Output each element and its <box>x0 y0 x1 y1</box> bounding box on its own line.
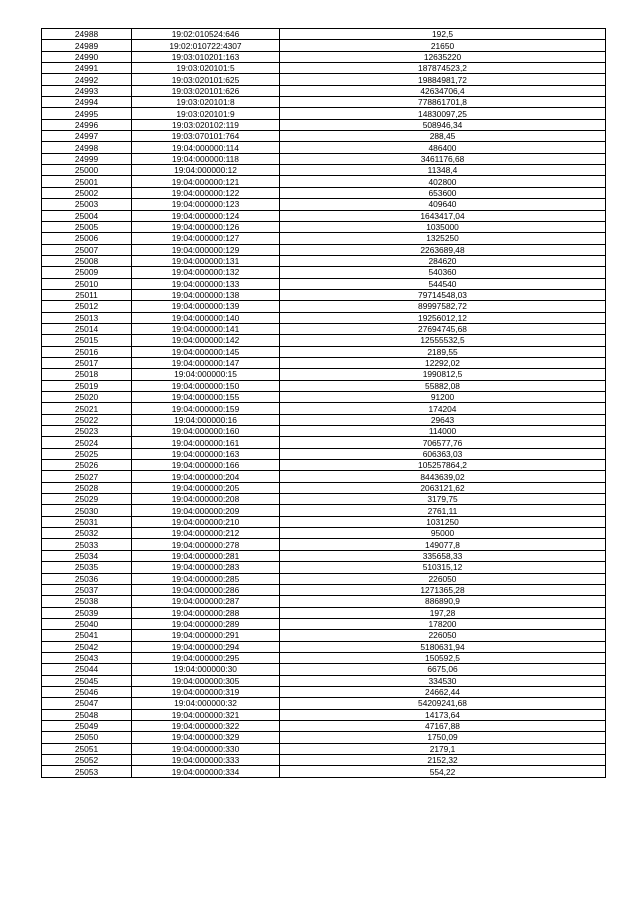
cadastral-number-cell: 19:04:000000:322 <box>132 720 280 731</box>
cadastral-number-cell: 19:04:000000:163 <box>132 448 280 459</box>
table-row <box>42 550 606 561</box>
row-number-cell: 25033 <box>42 539 132 550</box>
value-cell: 91200 <box>280 392 606 403</box>
value-cell: 2179,1 <box>280 743 606 754</box>
value-cell: 105257864,2 <box>280 460 606 471</box>
cadastral-number-cell: 19:04:000000:133 <box>132 278 280 289</box>
row-number-cell: 25025 <box>42 448 132 459</box>
value-cell: 24662,44 <box>280 686 606 697</box>
value-cell: 174204 <box>280 403 606 414</box>
row-number-cell: 25005 <box>42 221 132 232</box>
row-number-cell: 25030 <box>42 505 132 516</box>
table-row <box>42 675 606 686</box>
table-row <box>42 278 606 289</box>
row-number-cell: 25040 <box>42 618 132 629</box>
cadastral-number-cell: 19:04:000000:160 <box>132 426 280 437</box>
row-number-cell: 25013 <box>42 312 132 323</box>
cadastral-number-cell: 19:04:000000:122 <box>132 187 280 198</box>
row-number-cell: 25032 <box>42 528 132 539</box>
table-row <box>42 323 606 334</box>
row-number-cell: 25017 <box>42 357 132 368</box>
value-cell: 14830097,25 <box>280 108 606 119</box>
cadastral-number-cell: 19:03:020101:8 <box>132 97 280 108</box>
row-number-cell: 25020 <box>42 392 132 403</box>
value-cell: 11348,4 <box>280 165 606 176</box>
table-row <box>42 709 606 720</box>
table-row <box>42 471 606 482</box>
cadastral-number-cell: 19:04:000000:32 <box>132 698 280 709</box>
value-cell: 1750,09 <box>280 732 606 743</box>
row-number-cell: 25023 <box>42 426 132 437</box>
value-cell: 95000 <box>280 528 606 539</box>
row-number-cell: 24989 <box>42 40 132 51</box>
value-cell: 14173,64 <box>280 709 606 720</box>
row-number-cell: 25045 <box>42 675 132 686</box>
value-cell: 606363,03 <box>280 448 606 459</box>
table-row <box>42 335 606 346</box>
value-cell: 409640 <box>280 199 606 210</box>
row-number-cell: 24997 <box>42 131 132 142</box>
row-number-cell: 24999 <box>42 153 132 164</box>
value-cell: 653600 <box>280 187 606 198</box>
value-cell: 335658,33 <box>280 550 606 561</box>
cadastral-number-cell: 19:03:070101:764 <box>132 131 280 142</box>
row-number-cell: 25038 <box>42 596 132 607</box>
row-number-cell: 25035 <box>42 562 132 573</box>
value-cell: 12555532,5 <box>280 335 606 346</box>
cadastral-number-cell: 19:04:000000:334 <box>132 766 280 777</box>
row-number-cell: 25031 <box>42 516 132 527</box>
cadastral-number-cell: 19:03:020101:5 <box>132 63 280 74</box>
table-row <box>42 301 606 312</box>
row-number-cell: 25039 <box>42 607 132 618</box>
row-number-cell: 25002 <box>42 187 132 198</box>
value-cell: 150592,5 <box>280 652 606 663</box>
value-cell: 187874523,2 <box>280 63 606 74</box>
row-number-cell: 25016 <box>42 346 132 357</box>
cadastral-number-cell: 19:04:000000:123 <box>132 199 280 210</box>
cadastral-number-cell: 19:04:000000:208 <box>132 494 280 505</box>
table-row <box>42 448 606 459</box>
table-body <box>42 29 606 778</box>
table-row <box>42 85 606 96</box>
row-number-cell: 25053 <box>42 766 132 777</box>
table-row <box>42 618 606 629</box>
table-row <box>42 369 606 380</box>
value-cell: 12292,02 <box>280 357 606 368</box>
value-cell: 226050 <box>280 573 606 584</box>
value-cell: 19256012,12 <box>280 312 606 323</box>
table-row <box>42 516 606 527</box>
row-number-cell: 25000 <box>42 165 132 176</box>
value-cell: 2761,11 <box>280 505 606 516</box>
cadastral-number-cell: 19:04:000000:205 <box>132 482 280 493</box>
cadastral-number-cell: 19:04:000000:166 <box>132 460 280 471</box>
cadastral-number-cell: 19:04:000000:150 <box>132 380 280 391</box>
row-number-cell: 25014 <box>42 323 132 334</box>
cadastral-number-cell: 19:04:000000:15 <box>132 369 280 380</box>
cadastral-number-cell: 19:04:000000:159 <box>132 403 280 414</box>
row-number-cell: 24991 <box>42 63 132 74</box>
cadastral-number-cell: 19:04:000000:305 <box>132 675 280 686</box>
row-number-cell: 24998 <box>42 142 132 153</box>
table-row <box>42 686 606 697</box>
value-cell: 149077,8 <box>280 539 606 550</box>
value-cell: 706577,76 <box>280 437 606 448</box>
table-row <box>42 74 606 85</box>
table-row <box>42 460 606 471</box>
cadastral-number-cell: 19:04:000000:12 <box>132 165 280 176</box>
cadastral-number-cell: 19:04:000000:278 <box>132 539 280 550</box>
row-number-cell: 24994 <box>42 97 132 108</box>
table-row <box>42 165 606 176</box>
value-cell: 1990812,5 <box>280 369 606 380</box>
table-row <box>42 652 606 663</box>
table-row <box>42 29 606 40</box>
value-cell: 178200 <box>280 618 606 629</box>
table-row <box>42 743 606 754</box>
table-row <box>42 40 606 51</box>
table-row <box>42 176 606 187</box>
cadastral-number-cell: 19:02:010722:4307 <box>132 40 280 51</box>
value-cell: 47167,88 <box>280 720 606 731</box>
table-row <box>42 607 606 618</box>
cadastral-number-cell: 19:04:000000:330 <box>132 743 280 754</box>
row-number-cell: 25051 <box>42 743 132 754</box>
value-cell: 79714548,03 <box>280 289 606 300</box>
table-row <box>42 641 606 652</box>
row-number-cell: 25036 <box>42 573 132 584</box>
value-cell: 402800 <box>280 176 606 187</box>
table-row <box>42 562 606 573</box>
cadastral-number-cell: 19:04:000000:131 <box>132 255 280 266</box>
cadastral-number-cell: 19:04:000000:289 <box>132 618 280 629</box>
cadastral-number-cell: 19:04:000000:126 <box>132 221 280 232</box>
value-cell: 27694745,68 <box>280 323 606 334</box>
row-number-cell: 24993 <box>42 85 132 96</box>
table-row <box>42 233 606 244</box>
row-number-cell: 25050 <box>42 732 132 743</box>
row-number-cell: 24990 <box>42 51 132 62</box>
row-number-cell: 25037 <box>42 584 132 595</box>
value-cell: 1035000 <box>280 221 606 232</box>
table-row <box>42 312 606 323</box>
table-row <box>42 131 606 142</box>
cadastral-number-cell: 19:04:000000:329 <box>132 732 280 743</box>
table-row <box>42 97 606 108</box>
table-row <box>42 414 606 425</box>
cadastral-number-cell: 19:04:000000:294 <box>132 641 280 652</box>
value-cell: 284620 <box>280 255 606 266</box>
table-row <box>42 698 606 709</box>
row-number-cell: 25007 <box>42 244 132 255</box>
value-cell: 29643 <box>280 414 606 425</box>
table-row <box>42 539 606 550</box>
table-row <box>42 426 606 437</box>
value-cell: 544540 <box>280 278 606 289</box>
value-cell: 554,22 <box>280 766 606 777</box>
value-cell: 3179,75 <box>280 494 606 505</box>
row-number-cell: 25008 <box>42 255 132 266</box>
table-row <box>42 244 606 255</box>
value-cell: 54209241,68 <box>280 698 606 709</box>
row-number-cell: 25043 <box>42 652 132 663</box>
cadastral-number-cell: 19:04:000000:140 <box>132 312 280 323</box>
value-cell: 8443639,02 <box>280 471 606 482</box>
value-cell: 2189,55 <box>280 346 606 357</box>
table-row <box>42 380 606 391</box>
row-number-cell: 25052 <box>42 755 132 766</box>
cadastral-number-cell: 19:04:000000:121 <box>132 176 280 187</box>
cadastral-number-cell: 19:04:000000:319 <box>132 686 280 697</box>
cadastral-number-cell: 19:04:000000:281 <box>132 550 280 561</box>
table-row <box>42 289 606 300</box>
row-number-cell: 25006 <box>42 233 132 244</box>
row-number-cell: 25049 <box>42 720 132 731</box>
cadastral-number-cell: 19:04:000000:145 <box>132 346 280 357</box>
table-row <box>42 720 606 731</box>
row-number-cell: 25029 <box>42 494 132 505</box>
table-row <box>42 255 606 266</box>
table-row <box>42 153 606 164</box>
row-number-cell: 25011 <box>42 289 132 300</box>
cadastral-number-cell: 19:02:010524:646 <box>132 29 280 40</box>
table-row <box>42 221 606 232</box>
table-row <box>42 210 606 221</box>
value-cell: 2152,32 <box>280 755 606 766</box>
cadastral-number-cell: 19:04:000000:147 <box>132 357 280 368</box>
cadastral-number-cell: 19:04:000000:285 <box>132 573 280 584</box>
value-cell: 886890,9 <box>280 596 606 607</box>
row-number-cell: 25012 <box>42 301 132 312</box>
row-number-cell: 25042 <box>42 641 132 652</box>
cadastral-number-cell: 19:04:000000:283 <box>132 562 280 573</box>
row-number-cell: 25028 <box>42 482 132 493</box>
cadastral-number-cell: 19:04:000000:295 <box>132 652 280 663</box>
value-cell: 197,28 <box>280 607 606 618</box>
value-cell: 1643417,04 <box>280 210 606 221</box>
value-cell: 3461176,68 <box>280 153 606 164</box>
cadastral-number-cell: 19:04:000000:16 <box>132 414 280 425</box>
table-row <box>42 199 606 210</box>
cadastral-number-cell: 19:04:000000:139 <box>132 301 280 312</box>
value-cell: 334530 <box>280 675 606 686</box>
value-cell: 778861701,8 <box>280 97 606 108</box>
table-row <box>42 142 606 153</box>
cadastral-number-cell: 19:04:000000:287 <box>132 596 280 607</box>
value-cell: 510315,12 <box>280 562 606 573</box>
value-cell: 2063121,62 <box>280 482 606 493</box>
table-row <box>42 357 606 368</box>
table-row <box>42 119 606 130</box>
value-cell: 2263689,48 <box>280 244 606 255</box>
row-number-cell: 25041 <box>42 630 132 641</box>
row-number-cell: 25009 <box>42 267 132 278</box>
value-cell: 192,5 <box>280 29 606 40</box>
table-row <box>42 596 606 607</box>
row-number-cell: 25034 <box>42 550 132 561</box>
row-number-cell: 25010 <box>42 278 132 289</box>
row-number-cell: 25021 <box>42 403 132 414</box>
table-row <box>42 482 606 493</box>
table-row <box>42 187 606 198</box>
cadastral-number-cell: 19:04:000000:124 <box>132 210 280 221</box>
value-cell: 114000 <box>280 426 606 437</box>
cadastral-number-cell: 19:04:000000:142 <box>132 335 280 346</box>
value-cell: 5180631,94 <box>280 641 606 652</box>
value-cell: 12635220 <box>280 51 606 62</box>
table-row <box>42 494 606 505</box>
row-number-cell: 25027 <box>42 471 132 482</box>
value-cell: 42634706,4 <box>280 85 606 96</box>
value-cell: 1271365,28 <box>280 584 606 595</box>
table-row <box>42 755 606 766</box>
cadastral-number-cell: 19:04:000000:204 <box>132 471 280 482</box>
cadastral-number-cell: 19:04:000000:155 <box>132 392 280 403</box>
cadastral-number-cell: 19:04:000000:30 <box>132 664 280 675</box>
cadastral-number-cell: 19:03:020101:626 <box>132 85 280 96</box>
cadastral-number-cell: 19:04:000000:288 <box>132 607 280 618</box>
value-cell: 508946,34 <box>280 119 606 130</box>
row-number-cell: 24992 <box>42 74 132 85</box>
cadastral-number-cell: 19:04:000000:129 <box>132 244 280 255</box>
cadastral-number-cell: 19:04:000000:114 <box>132 142 280 153</box>
value-cell: 540360 <box>280 267 606 278</box>
value-cell: 6675,06 <box>280 664 606 675</box>
row-number-cell: 24995 <box>42 108 132 119</box>
value-cell: 226050 <box>280 630 606 641</box>
table-row <box>42 346 606 357</box>
cadastral-number-cell: 19:04:000000:321 <box>132 709 280 720</box>
cadastral-number-cell: 19:03:020102:119 <box>132 119 280 130</box>
cadastral-number-cell: 19:04:000000:127 <box>132 233 280 244</box>
value-cell: 1031250 <box>280 516 606 527</box>
row-number-cell: 25019 <box>42 380 132 391</box>
row-number-cell: 25024 <box>42 437 132 448</box>
row-number-cell: 25001 <box>42 176 132 187</box>
row-number-cell: 25003 <box>42 199 132 210</box>
cadastral-number-cell: 19:04:000000:141 <box>132 323 280 334</box>
cadastral-number-cell: 19:03:020101:625 <box>132 74 280 85</box>
cadastral-number-cell: 19:04:000000:132 <box>132 267 280 278</box>
row-number-cell: 25044 <box>42 664 132 675</box>
data-table <box>41 28 606 778</box>
cadastral-number-cell: 19:04:000000:286 <box>132 584 280 595</box>
table-row <box>42 732 606 743</box>
table-row <box>42 528 606 539</box>
cadastral-number-cell: 19:03:010201:163 <box>132 51 280 62</box>
table-row <box>42 392 606 403</box>
table-row <box>42 630 606 641</box>
table-row <box>42 63 606 74</box>
value-cell: 19884981,72 <box>280 74 606 85</box>
cadastral-number-cell: 19:04:000000:291 <box>132 630 280 641</box>
cadastral-number-cell: 19:04:000000:161 <box>132 437 280 448</box>
table-row <box>42 584 606 595</box>
row-number-cell: 25022 <box>42 414 132 425</box>
row-number-cell: 25018 <box>42 369 132 380</box>
row-number-cell: 25046 <box>42 686 132 697</box>
table-row <box>42 108 606 119</box>
value-cell: 1325250 <box>280 233 606 244</box>
row-number-cell: 24988 <box>42 29 132 40</box>
cadastral-number-cell: 19:03:020101:9 <box>132 108 280 119</box>
table-row <box>42 505 606 516</box>
row-number-cell: 25015 <box>42 335 132 346</box>
cadastral-number-cell: 19:04:000000:212 <box>132 528 280 539</box>
cadastral-number-cell: 19:04:000000:118 <box>132 153 280 164</box>
value-cell: 486400 <box>280 142 606 153</box>
table-row <box>42 267 606 278</box>
table-row <box>42 573 606 584</box>
value-cell: 288,45 <box>280 131 606 142</box>
row-number-cell: 25047 <box>42 698 132 709</box>
table-row <box>42 403 606 414</box>
cadastral-number-cell: 19:04:000000:209 <box>132 505 280 516</box>
value-cell: 89997582,72 <box>280 301 606 312</box>
table-row <box>42 437 606 448</box>
value-cell: 21650 <box>280 40 606 51</box>
row-number-cell: 25004 <box>42 210 132 221</box>
row-number-cell: 25048 <box>42 709 132 720</box>
table-row <box>42 664 606 675</box>
value-cell: 55882,08 <box>280 380 606 391</box>
cadastral-number-cell: 19:04:000000:333 <box>132 755 280 766</box>
table-row <box>42 51 606 62</box>
row-number-cell: 24996 <box>42 119 132 130</box>
row-number-cell: 25026 <box>42 460 132 471</box>
table-row <box>42 766 606 777</box>
cadastral-number-cell: 19:04:000000:210 <box>132 516 280 527</box>
cadastral-number-cell: 19:04:000000:138 <box>132 289 280 300</box>
